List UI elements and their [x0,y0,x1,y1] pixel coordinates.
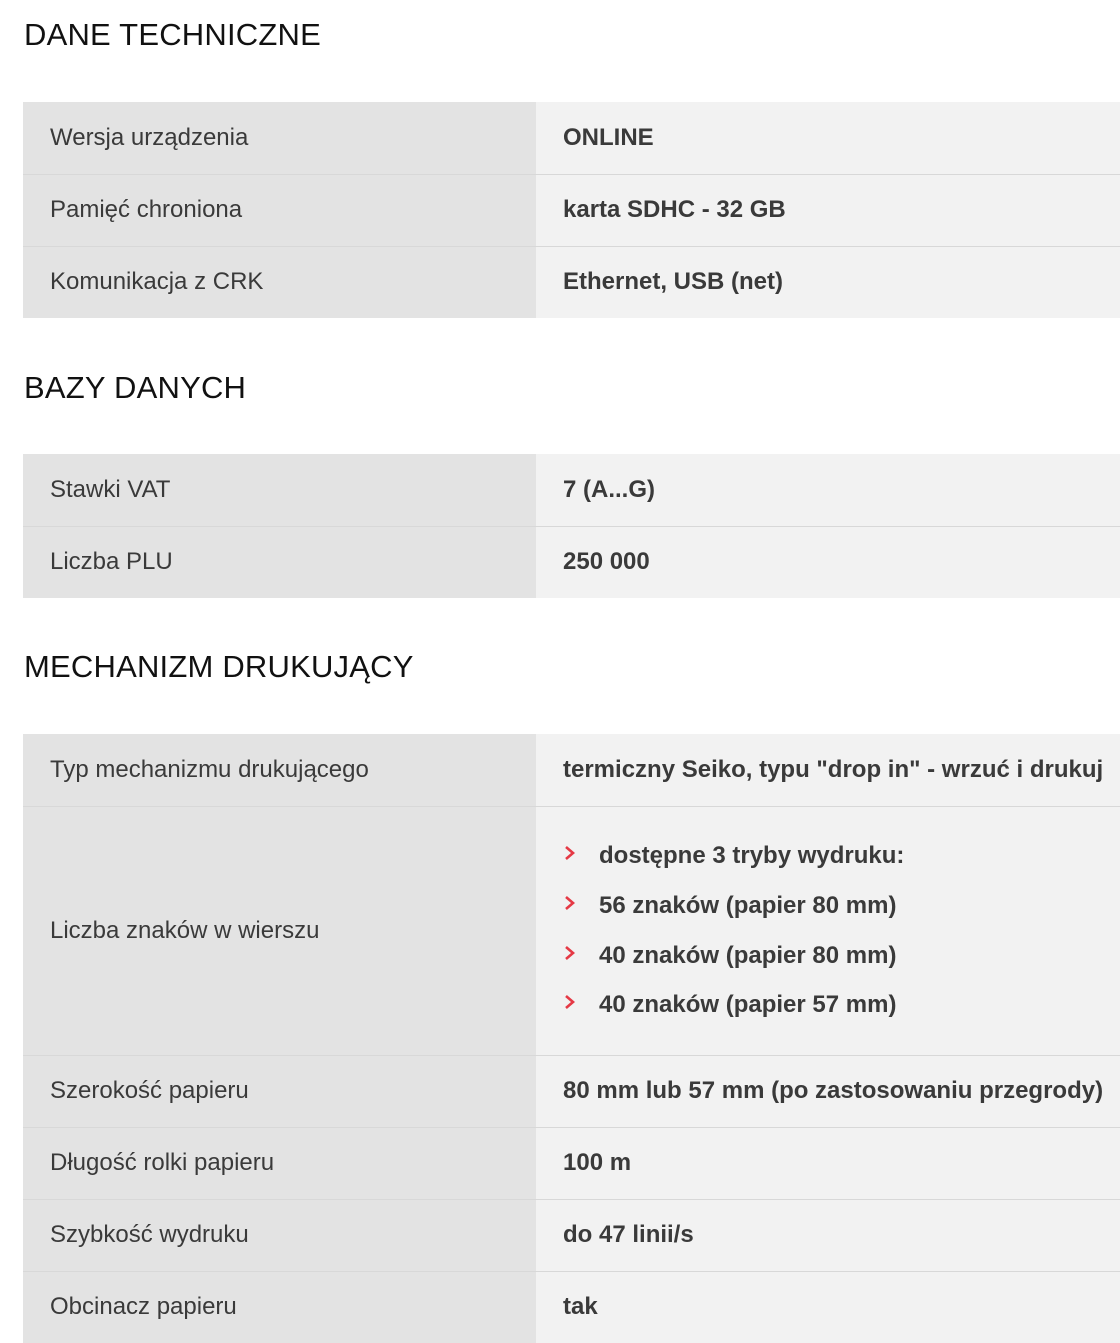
spec-label: Długość rolki papieru [23,1127,536,1199]
list-item-text: 40 znaków (papier 80 mm) [599,941,897,969]
section-title-dane-techniczne: DANE TECHNICZNE [24,17,321,52]
spec-value: 250 000 [536,526,1120,598]
spec-value: termiczny Seiko, typu "drop in" - wrzuć i drukuj [536,734,1120,806]
spec-value: 100 m [536,1127,1120,1199]
table-row [23,246,1120,318]
spec-value: Ethernet, USB (net) [536,246,1120,318]
table-row [23,526,1120,598]
table-row [23,734,1120,806]
spec-table-dane-techniczne [23,102,1120,318]
spec-label: Pamięć chroniona [23,174,536,246]
table-row [23,102,1120,174]
chevron-right-icon [563,994,577,1010]
spec-table-mechanizm-drukujacy [23,734,1120,1343]
spec-table-bazy-danych [23,454,1120,598]
section-title-bazy-danych: BAZY DANYCH [24,370,247,405]
spec-label: Stawki VAT [23,454,536,526]
spec-label: Szybkość wydruku [23,1199,536,1271]
list-item [563,831,1120,881]
list-item-text: 56 znaków (papier 80 mm) [599,891,897,919]
spec-value: do 47 linii/s [536,1199,1120,1271]
list-item [563,881,1120,931]
list-item-text: dostępne 3 tryby wydruku: [599,842,905,870]
table-row [23,1199,1120,1271]
table-row [23,1055,1120,1127]
spec-value: ONLINE [536,102,1120,174]
spec-label: Wersja urządzenia [23,102,536,174]
print-modes-list [563,831,1120,1029]
spec-label: Typ mechanizmu drukującego [23,734,536,806]
table-row [23,1127,1120,1199]
spec-label: Szerokość papieru [23,1055,536,1127]
spec-label: Liczba PLU [23,526,536,598]
list-item [563,931,1120,981]
spec-label: Liczba znaków w wierszu [23,806,536,1055]
list-item [563,980,1120,1030]
spec-value: 80 mm lub 57 mm (po zastosowaniu przegrody) [536,1055,1120,1127]
table-row [23,454,1120,526]
table-row [23,174,1120,246]
table-row [23,806,1120,1055]
chevron-right-icon [563,845,577,861]
spec-value: karta SDHC - 32 GB [536,174,1120,246]
spec-label: Obcinacz papieru [23,1271,536,1343]
spec-value: 7 (A...G) [536,454,1120,526]
spec-value-list [536,806,1120,1055]
spec-label: Komunikacja z CRK [23,246,536,318]
chevron-right-icon [563,895,577,911]
chevron-right-icon [563,945,577,961]
list-item-text: 40 znaków (papier 57 mm) [599,991,897,1019]
spec-value: tak [536,1271,1120,1343]
table-row [23,1271,1120,1343]
section-title-mechanizm-drukujacy: MECHANIZM DRUKUJĄCY [24,649,414,684]
